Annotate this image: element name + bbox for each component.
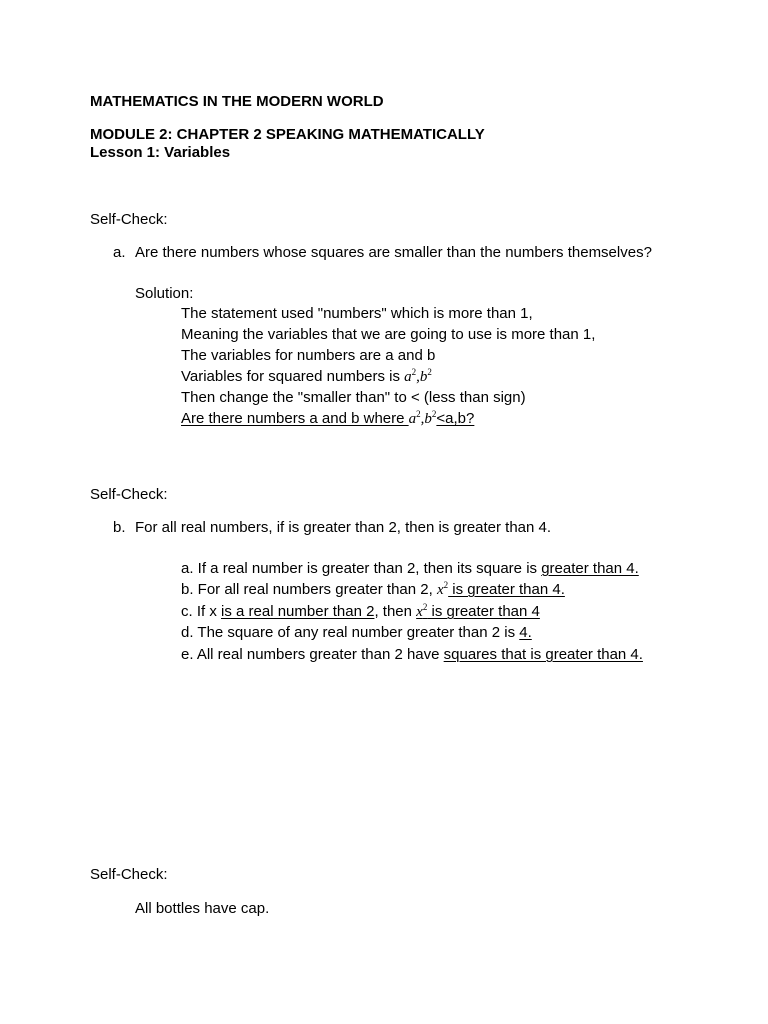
answer-underlined: 4. [519,624,532,641]
math-variable: a [408,411,417,427]
math-exponent: 2 [431,409,437,419]
solution-final-tail: <a,b? [436,410,475,427]
solution-line-text: Variables for squared numbers is [181,368,405,385]
answer-underlined: squares that is greater than 4. [443,646,643,663]
answer-text: e. All real numbers greater than 2 have [181,646,444,663]
math-separator: , [416,369,420,385]
solution-final-line [181,410,474,428]
answer-underlined: is greater than 4 [427,603,540,620]
answer-text: a. If a real number is greater than 2, then its square is [181,560,542,577]
statement-text: All bottles have cap. [135,900,270,917]
answer-text: , then [374,603,417,620]
math-variable: b [419,369,428,385]
answer-item-a [181,560,639,578]
math-exponent: 2 [411,367,417,377]
math-exponent: 2 [422,602,428,612]
solution-line: Then change the "smaller than" to < (less than sign) [181,389,526,406]
math-variable: a [404,369,412,385]
question-text: For all real numbers, if is greater than 2, then is greater than 4. [135,519,552,536]
answer-text: c. If x [181,603,222,620]
solution-label: Solution: [135,285,194,302]
math-exponent: 2 [416,409,421,419]
self-check-label: Self-Check: [90,866,168,883]
math-variable: x [416,604,423,620]
math-variable: x [436,582,444,598]
math-expression [437,582,448,598]
answer-item-d [181,624,532,642]
self-check-label: Self-Check: [90,211,168,228]
math-expression [409,411,437,427]
solution-line: The statement used "numbers" which is more than 1, [181,305,533,322]
question-marker: a. [113,244,126,261]
solution-line: The variables for numbers are a and b [181,347,436,364]
answer-item-e [181,646,643,664]
answer-item-c [181,603,540,621]
math-exponent: 2 [427,367,432,377]
math-separator: , [420,411,425,427]
answer-text: b. For all real numbers greater than 2, [181,581,437,598]
math-variable: b [424,411,432,427]
question-text: Are there numbers whose squares are smaller than the numbers themselves? [135,244,652,261]
lesson-title: Lesson 1: Variables [90,144,231,161]
answer-underlined: is a real number than 2 [221,603,375,620]
course-title: MATHEMATICS IN THE MODERN WORLD [90,93,384,110]
solution-line-squared [181,368,432,386]
answer-underlined: is greater than 4. [448,581,565,598]
solution-line: Meaning the variables that we are going to use is more than 1, [181,326,596,343]
self-check-label: Self-Check: [90,486,168,503]
module-title: MODULE 2: CHAPTER 2 SPEAKING MATHEMATICALLY [90,126,485,143]
answer-text: d. The square of any real number greater than 2 is [181,624,520,641]
answer-underlined: greater than 4. [541,560,639,577]
math-expression [404,369,432,385]
math-expression [416,604,427,620]
math-exponent: 2 [443,580,449,590]
question-marker: b. [113,519,126,536]
answer-item-b [181,581,565,599]
solution-final-text: Are there numbers a and b where [181,410,409,427]
